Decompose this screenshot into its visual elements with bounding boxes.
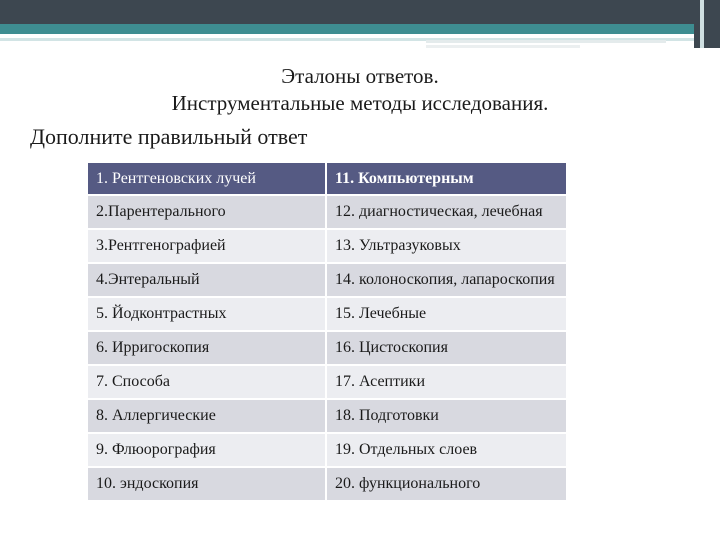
accent-band (0, 24, 720, 34)
table-cell: 4.Энтеральный (88, 263, 326, 297)
table-row (88, 467, 566, 501)
table-cell: 8. Аллергические (88, 399, 326, 433)
table-cell: 3.Рентгенографией (88, 229, 326, 263)
table-cell: 18. Подготовки (326, 399, 566, 433)
table-row (88, 331, 566, 365)
table-row (88, 433, 566, 467)
table-cell: 17. Асептики (326, 365, 566, 399)
table-header-row (88, 163, 566, 195)
table-row (88, 263, 566, 297)
table-row (88, 399, 566, 433)
slide-subtitle: Инструментальные методы исследования. (171, 91, 549, 115)
decorative-line (426, 45, 580, 48)
table-cell: 10. эндоскопия (88, 467, 326, 501)
corner-stripe (700, 0, 704, 48)
table-cell: 1. Рентгеновских лучей (88, 163, 326, 195)
table-cell: 16. Цистоскопия (326, 331, 566, 365)
instruction-text: Дополните правильный ответ (30, 124, 308, 149)
table-cell: 13. Ультразуковых (326, 229, 566, 263)
table-cell: 12. диагностическая, лечебная (326, 195, 566, 229)
table-cell: 6. Ирригоскопия (88, 331, 326, 365)
top-band (0, 0, 720, 24)
decorative-line (426, 40, 666, 43)
table-cell: 14. колоноскопия, лапароскопия (326, 263, 566, 297)
table-cell: 9. Флюорография (88, 433, 326, 467)
table-row (88, 297, 566, 331)
table-row (88, 229, 566, 263)
table-cell: 15. Лечебные (326, 297, 566, 331)
table-cell: 19. Отдельных слоев (326, 433, 566, 467)
answers-table (88, 163, 566, 502)
table-row (88, 195, 566, 229)
table-cell: 11. Компьютерным (326, 163, 566, 195)
table-cell: 5. Йодконтрастных (88, 297, 326, 331)
table-row (88, 365, 566, 399)
table-cell: 2.Парентерального (88, 195, 326, 229)
corner-block (694, 0, 720, 48)
slide-title (0, 64, 720, 89)
table-cell: 20. функционального (326, 467, 566, 501)
table-cell: 7. Способа (88, 365, 326, 399)
title-line-1: Эталоны ответов. (281, 64, 439, 88)
